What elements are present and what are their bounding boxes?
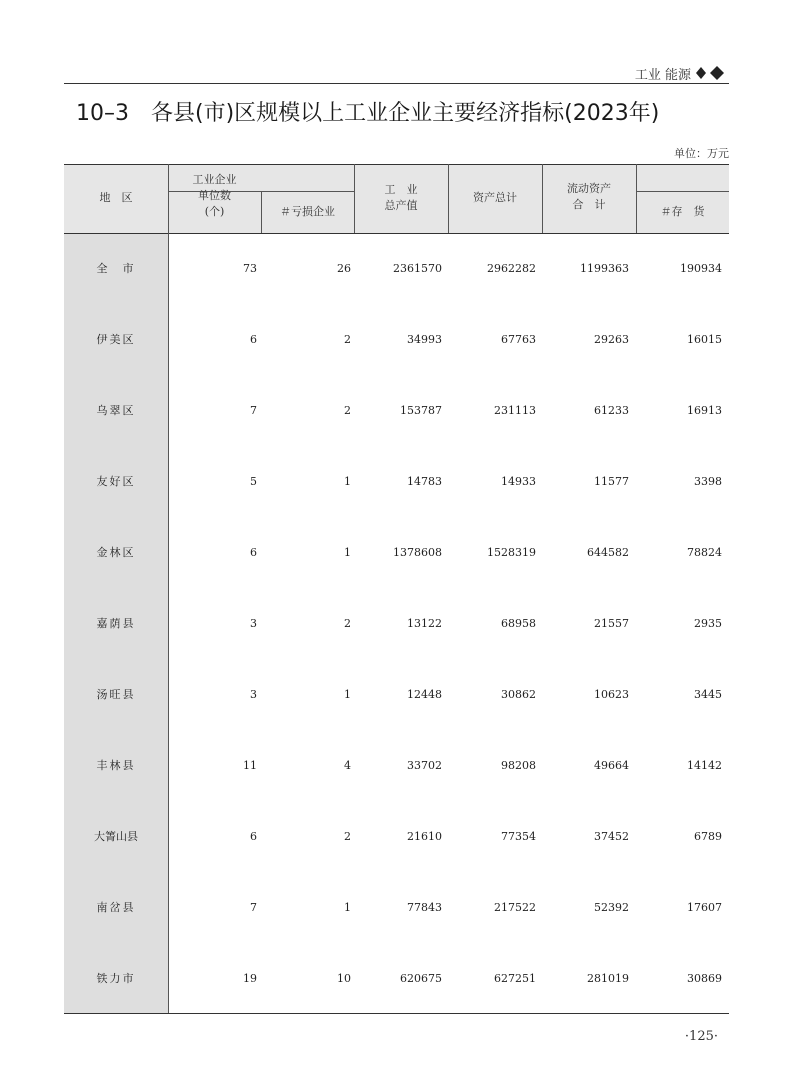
total-assets-cell: 68958 xyxy=(501,617,536,630)
loss-making-cell: 2 xyxy=(344,404,351,417)
header-output-line2: 总产值 xyxy=(384,199,418,212)
inventory-cell: 2935 xyxy=(694,617,722,630)
enterprises-cell: 19 xyxy=(243,972,257,985)
inventory-cell: 78824 xyxy=(687,546,722,559)
loss-making-cell: 1 xyxy=(344,688,351,701)
enterprises-cell: 73 xyxy=(243,262,257,275)
header-total-assets: 资产总计 xyxy=(473,191,517,204)
table-row xyxy=(64,872,729,943)
loss-making-cell: 1 xyxy=(344,475,351,488)
region-name: 铁力市 xyxy=(96,972,136,985)
current-assets-cell: 644582 xyxy=(587,546,629,559)
table-row xyxy=(64,517,729,588)
output-cell: 620675 xyxy=(400,972,442,985)
running-head xyxy=(64,60,729,82)
header-output xyxy=(354,182,448,214)
header-enterprises-line2: 单位数 xyxy=(198,189,231,202)
region-name: 南岔县 xyxy=(96,901,136,914)
table-top-rule xyxy=(64,164,729,165)
header-current-assets xyxy=(542,181,636,213)
region-name: 全 市 xyxy=(96,262,136,275)
current-assets-cell: 10623 xyxy=(594,688,629,701)
table-number: 10–3 xyxy=(76,101,129,126)
inventory-cell: 3445 xyxy=(694,688,722,701)
enterprises-cell: 6 xyxy=(250,333,257,346)
current-assets-cell: 37452 xyxy=(594,830,629,843)
output-cell: 14783 xyxy=(407,475,442,488)
enterprises-cell: 6 xyxy=(250,830,257,843)
output-cell: 1378608 xyxy=(393,546,442,559)
total-assets-cell: 1528319 xyxy=(487,546,536,559)
inventory-cell: 14142 xyxy=(687,759,722,772)
region-name: 嘉荫县 xyxy=(96,617,136,630)
header-output-line1: 工 业 xyxy=(384,183,418,196)
table-row xyxy=(64,943,729,1014)
running-head-text: 工业 能源 xyxy=(634,68,691,83)
table-row xyxy=(64,588,729,659)
table-row xyxy=(64,375,729,446)
total-assets-cell: 67763 xyxy=(501,333,536,346)
current-assets-cell: 1199363 xyxy=(580,262,629,275)
loss-making-cell: 2 xyxy=(344,830,351,843)
output-cell: 13122 xyxy=(407,617,442,630)
output-cell: 153787 xyxy=(400,404,442,417)
table-row xyxy=(64,801,729,872)
current-assets-cell: 29263 xyxy=(594,333,629,346)
header-enterprises-line1: 工业企业 xyxy=(192,173,237,186)
enterprises-cell: 6 xyxy=(250,546,257,559)
inventory-cell: 16015 xyxy=(687,333,722,346)
total-assets-cell: 2962282 xyxy=(487,262,536,275)
loss-making-cell: 4 xyxy=(344,759,351,772)
loss-making-cell: 1 xyxy=(344,546,351,559)
inventory-cell: 3398 xyxy=(694,475,722,488)
table-row xyxy=(64,659,729,730)
header-divider xyxy=(636,164,637,233)
header-current-assets-line2: 合 计 xyxy=(572,198,606,211)
total-assets-cell: 98208 xyxy=(501,759,536,772)
total-assets-cell: 77354 xyxy=(501,830,536,843)
enterprises-cell: 5 xyxy=(250,475,257,488)
region-name: 乌翠区 xyxy=(96,404,136,417)
unit-label: 单位：万元 xyxy=(674,147,729,160)
enterprises-cell: 7 xyxy=(250,404,257,417)
loss-making-cell: 1 xyxy=(344,901,351,914)
current-assets-cell: 11577 xyxy=(594,475,629,488)
header-inventory: ＃存 货 xyxy=(660,205,705,218)
total-assets-cell: 231113 xyxy=(494,404,536,417)
current-assets-cell: 61233 xyxy=(594,404,629,417)
current-assets-cell: 21557 xyxy=(594,617,629,630)
inventory-cell: 6789 xyxy=(694,830,722,843)
table-row xyxy=(64,233,729,304)
output-cell: 77843 xyxy=(407,901,442,914)
region-name: 大箐山县 xyxy=(94,830,138,843)
page-title xyxy=(76,96,659,127)
current-assets-span-rule xyxy=(636,191,729,192)
output-cell: 12448 xyxy=(407,688,442,701)
enterprises-cell: 7 xyxy=(250,901,257,914)
header-region: 地 区 xyxy=(99,191,133,204)
region-name: 友好区 xyxy=(96,475,136,488)
diamond-ornament-icon xyxy=(695,66,729,80)
total-assets-cell: 627251 xyxy=(494,972,536,985)
table-title: 各县(市)区规模以上工业企业主要经济指标(2023年) xyxy=(151,101,660,126)
region-name: 金林区 xyxy=(96,546,136,559)
page-number: ·125· xyxy=(684,1029,718,1044)
output-cell: 33702 xyxy=(407,759,442,772)
table-row xyxy=(64,446,729,517)
current-assets-cell: 281019 xyxy=(587,972,629,985)
enterprises-cell: 3 xyxy=(250,688,257,701)
total-assets-cell: 14933 xyxy=(501,475,536,488)
output-cell: 34993 xyxy=(407,333,442,346)
region-name: 丰林县 xyxy=(96,759,136,772)
header-rule xyxy=(64,83,729,84)
inventory-cell: 16913 xyxy=(687,404,722,417)
total-assets-cell: 30862 xyxy=(501,688,536,701)
table-row xyxy=(64,730,729,801)
region-name: 汤旺县 xyxy=(96,688,136,701)
inventory-cell: 30869 xyxy=(687,972,722,985)
loss-making-cell: 2 xyxy=(344,333,351,346)
output-cell: 21610 xyxy=(407,830,442,843)
current-assets-cell: 49664 xyxy=(594,759,629,772)
enterprises-cell: 3 xyxy=(250,617,257,630)
header-loss-making: ＃亏损企业 xyxy=(280,205,335,218)
loss-making-cell: 2 xyxy=(344,617,351,630)
header-current-assets-line1: 流动资产 xyxy=(567,182,611,195)
output-cell: 2361570 xyxy=(393,262,442,275)
current-assets-cell: 52392 xyxy=(594,901,629,914)
table-row xyxy=(64,304,729,375)
header-enterprises xyxy=(168,172,261,220)
inventory-cell: 190934 xyxy=(680,262,722,275)
loss-making-cell: 26 xyxy=(337,262,351,275)
enterprises-cell: 11 xyxy=(243,759,257,772)
header-enterprises-line3: (个) xyxy=(204,205,225,218)
inventory-cell: 17607 xyxy=(687,901,722,914)
data-table xyxy=(64,164,729,1014)
loss-making-cell: 10 xyxy=(337,972,351,985)
total-assets-cell: 217522 xyxy=(494,901,536,914)
region-name: 伊美区 xyxy=(96,333,136,346)
